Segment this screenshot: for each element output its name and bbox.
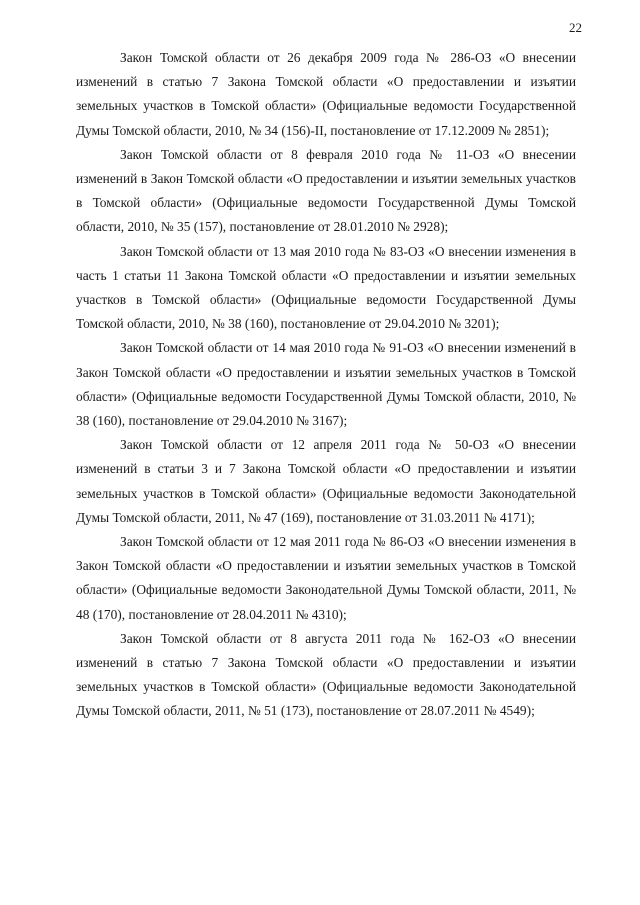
law-paragraph-4: Закон Томской области от 14 мая 2010 года № 91-ОЗ «О внесении изменений в Закон Томской области «О предоставлении и изъятии земельных участков в Томской области» (Официальные ведомости Государственной Думы Томской области, 2010, № 38 (160), постановление от 29.04.2010 № 3167); [76, 340, 576, 429]
law-paragraph-2: Закон Томской области от 8 февраля 2010 года № 11-ОЗ «О внесении изменений в Закон Томской области «О предоставлении и изъятии земельных участков в Томской области» (Официальные ведомости Государственной Думы Томской области, 2010, № 35 (157), постановление от 28.01.2010 № 2928); [76, 146, 576, 235]
page-number: 22 [569, 20, 582, 35]
law-paragraph-1: Закон Томской области от 26 декабря 2009 года № 286-ОЗ «О внесении изменений в статью 7 Закона Томской области «О предоставлении и изъятии земельных участков в Томской области» (Официальные ведомости Государственной Думы Томской области, 2010, № 34 (156)-II, постановление от 17.12.2009 № 2851); [76, 50, 576, 138]
law-paragraph-7: Закон Томской области от 8 августа 2011 года № 162-ОЗ «О внесении изменений в статью 7 Закона Томской области «О предоставлении и изъятии земельных участков в Томской области» (Официальные ведомости Законодательной Думы Томской области, 2011, № 51 (173), постановление от 28.07.2011 № 4549); [76, 630, 576, 719]
law-paragraph-6: Закон Томской области от 12 мая 2011 года № 86-ОЗ «О внесении изменения в Закон Томской области «О предоставлении и изъятии земельных участков в Томской области» (Официальные ведомости Законодательной Думы Томской области, 2011, № 48 (170), постановление от 28.04.2011 № 4310); [76, 534, 576, 622]
law-paragraph-5: Закон Томской области от 12 апреля 2011 года № 50-ОЗ «О внесении изменений в статьи 3 и 7 Закона Томской области «О предоставлении и изъятии земельных участков в Томской области» (Официальные ведомости Законодательной Думы Томской области, 2011, № 47 (169), постановление от 31.03.2011 № 4171); [76, 437, 576, 525]
document-body [76, 46, 576, 724]
law-paragraph-3: Закон Томской области от 13 мая 2010 года № 83-ОЗ «О внесении изменения в часть 1 статьи 11 Закона Томской области «О предоставлении и изъятии земельных участков в Томской области» (Официальные ведомости Государственной Думы Томской области, 2010, № 38 (160), постановление от 29.04.2010 № 3201); [76, 243, 576, 332]
